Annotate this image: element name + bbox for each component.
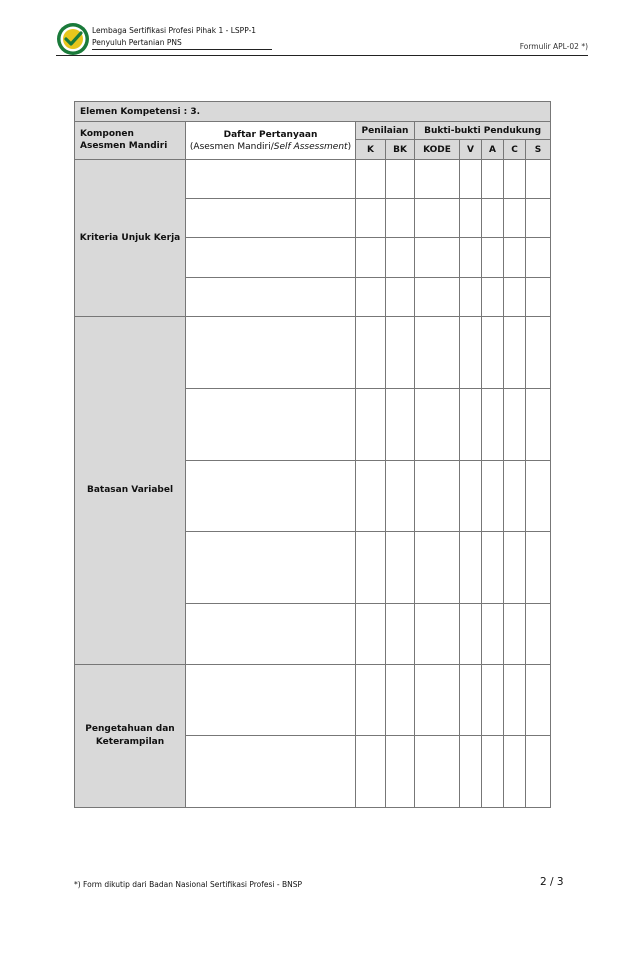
v-cell[interactable] bbox=[460, 278, 482, 317]
table-row bbox=[75, 317, 551, 389]
v-cell[interactable] bbox=[460, 532, 482, 604]
bk-cell[interactable] bbox=[386, 665, 415, 736]
a-cell[interactable] bbox=[482, 160, 504, 199]
bk-cell[interactable] bbox=[386, 199, 415, 238]
page-number: 2 / 3 bbox=[540, 876, 564, 888]
s-cell[interactable] bbox=[526, 160, 551, 199]
k-cell[interactable] bbox=[356, 532, 386, 604]
v-cell[interactable] bbox=[460, 389, 482, 461]
v-cell[interactable] bbox=[460, 461, 482, 532]
a-cell[interactable] bbox=[482, 199, 504, 238]
section-kriteria-unjuk-kerja: Kriteria Unjuk Kerja bbox=[75, 160, 186, 317]
k-cell[interactable] bbox=[356, 604, 386, 665]
s-cell[interactable] bbox=[526, 736, 551, 808]
question-cell[interactable] bbox=[186, 665, 356, 736]
k-cell[interactable] bbox=[356, 665, 386, 736]
a-cell[interactable] bbox=[482, 736, 504, 808]
v-cell[interactable] bbox=[460, 238, 482, 278]
v-cell[interactable] bbox=[460, 736, 482, 808]
c-cell[interactable] bbox=[504, 238, 526, 278]
kode-cell[interactable] bbox=[415, 199, 460, 238]
question-cell[interactable] bbox=[186, 736, 356, 808]
question-cell[interactable] bbox=[186, 604, 356, 665]
komponen-header: Komponen Asesmen Mandiri bbox=[75, 122, 186, 160]
question-cell[interactable] bbox=[186, 317, 356, 389]
a-cell[interactable] bbox=[482, 461, 504, 532]
s-cell[interactable] bbox=[526, 278, 551, 317]
table-row bbox=[75, 160, 551, 199]
col-c: C bbox=[504, 140, 526, 160]
k-cell[interactable] bbox=[356, 199, 386, 238]
k-cell[interactable] bbox=[356, 461, 386, 532]
bk-cell[interactable] bbox=[386, 532, 415, 604]
bk-cell[interactable] bbox=[386, 160, 415, 199]
s-cell[interactable] bbox=[526, 317, 551, 389]
table-row bbox=[75, 665, 551, 736]
penilaian-header: Penilaian bbox=[356, 122, 415, 140]
footnote: *) Form dikutip dari Badan Nasional Sertifikasi Profesi - BNSP bbox=[74, 880, 303, 889]
bk-cell[interactable] bbox=[386, 278, 415, 317]
daftar-subtitle-suffix: ) bbox=[347, 142, 352, 152]
k-cell[interactable] bbox=[356, 736, 386, 808]
kode-cell[interactable] bbox=[415, 665, 460, 736]
question-cell[interactable] bbox=[186, 238, 356, 278]
s-cell[interactable] bbox=[526, 665, 551, 736]
question-cell[interactable] bbox=[186, 199, 356, 238]
k-cell[interactable] bbox=[356, 389, 386, 461]
col-k: K bbox=[356, 140, 386, 160]
a-cell[interactable] bbox=[482, 389, 504, 461]
c-cell[interactable] bbox=[504, 604, 526, 665]
bk-cell[interactable] bbox=[386, 461, 415, 532]
lsp-logo-icon bbox=[56, 22, 90, 56]
a-cell[interactable] bbox=[482, 604, 504, 665]
s-cell[interactable] bbox=[526, 604, 551, 665]
kode-cell[interactable] bbox=[415, 532, 460, 604]
k-cell[interactable] bbox=[356, 278, 386, 317]
question-cell[interactable] bbox=[186, 461, 356, 532]
s-cell[interactable] bbox=[526, 461, 551, 532]
daftar-subtitle-prefix: (Asesmen Mandiri/ bbox=[189, 142, 274, 152]
org-name-line1: Lembaga Sertifikasi Profesi Pihak 1 - LSPP-1 bbox=[92, 26, 257, 35]
bk-cell[interactable] bbox=[386, 604, 415, 665]
c-cell[interactable] bbox=[504, 532, 526, 604]
a-cell[interactable] bbox=[482, 278, 504, 317]
k-cell[interactable] bbox=[356, 317, 386, 389]
bk-cell[interactable] bbox=[386, 238, 415, 278]
col-v: V bbox=[460, 140, 482, 160]
kode-cell[interactable] bbox=[415, 317, 460, 389]
bukti-header: Bukti-bukti Pendukung bbox=[415, 122, 551, 140]
org-underline bbox=[92, 49, 272, 50]
kode-cell[interactable] bbox=[415, 389, 460, 461]
section-pengetahuan-keterampilan: Pengetahuan dan Keterampilan bbox=[75, 665, 186, 808]
daftar-subtitle bbox=[186, 141, 355, 153]
c-cell[interactable] bbox=[504, 278, 526, 317]
a-cell[interactable] bbox=[482, 238, 504, 278]
col-bk: BK bbox=[386, 140, 415, 160]
question-cell[interactable] bbox=[186, 532, 356, 604]
header-divider bbox=[56, 55, 588, 56]
col-a: A bbox=[482, 140, 504, 160]
c-cell[interactable] bbox=[504, 736, 526, 808]
s-cell[interactable] bbox=[526, 532, 551, 604]
kode-cell[interactable] bbox=[415, 160, 460, 199]
a-cell[interactable] bbox=[482, 532, 504, 604]
c-cell[interactable] bbox=[504, 461, 526, 532]
daftar-header bbox=[186, 122, 356, 160]
k-cell[interactable] bbox=[356, 238, 386, 278]
org-name-line2: Penyuluh Pertanian PNS bbox=[92, 38, 182, 47]
question-cell[interactable] bbox=[186, 389, 356, 461]
form-code: Formulir APL-02 *) bbox=[519, 42, 588, 51]
s-cell[interactable] bbox=[526, 389, 551, 461]
elemen-kompetensi: Elemen Kompetensi : 3. bbox=[75, 102, 551, 122]
col-kode: KODE bbox=[415, 140, 460, 160]
daftar-title: Daftar Pertanyaan bbox=[223, 130, 318, 140]
section-batasan-variabel: Batasan Variabel bbox=[75, 317, 186, 665]
daftar-subtitle-italic: Self Assessment bbox=[273, 142, 348, 152]
s-cell[interactable] bbox=[526, 199, 551, 238]
kode-cell[interactable] bbox=[415, 736, 460, 808]
c-cell[interactable] bbox=[504, 199, 526, 238]
v-cell[interactable] bbox=[460, 665, 482, 736]
kode-cell[interactable] bbox=[415, 278, 460, 317]
c-cell[interactable] bbox=[504, 389, 526, 461]
v-cell[interactable] bbox=[460, 604, 482, 665]
kode-cell[interactable] bbox=[415, 238, 460, 278]
bk-cell[interactable] bbox=[386, 389, 415, 461]
v-cell[interactable] bbox=[460, 199, 482, 238]
c-cell[interactable] bbox=[504, 160, 526, 199]
a-cell[interactable] bbox=[482, 317, 504, 389]
v-cell[interactable] bbox=[460, 317, 482, 389]
question-cell[interactable] bbox=[186, 278, 356, 317]
question-cell[interactable] bbox=[186, 160, 356, 199]
col-s: S bbox=[526, 140, 551, 160]
c-cell[interactable] bbox=[504, 317, 526, 389]
bk-cell[interactable] bbox=[386, 317, 415, 389]
v-cell[interactable] bbox=[460, 160, 482, 199]
kode-cell[interactable] bbox=[415, 461, 460, 532]
bk-cell[interactable] bbox=[386, 736, 415, 808]
k-cell[interactable] bbox=[356, 160, 386, 199]
s-cell[interactable] bbox=[526, 238, 551, 278]
kode-cell[interactable] bbox=[415, 604, 460, 665]
page-header bbox=[56, 22, 588, 60]
a-cell[interactable] bbox=[482, 665, 504, 736]
apl02-table bbox=[74, 101, 551, 808]
c-cell[interactable] bbox=[504, 665, 526, 736]
